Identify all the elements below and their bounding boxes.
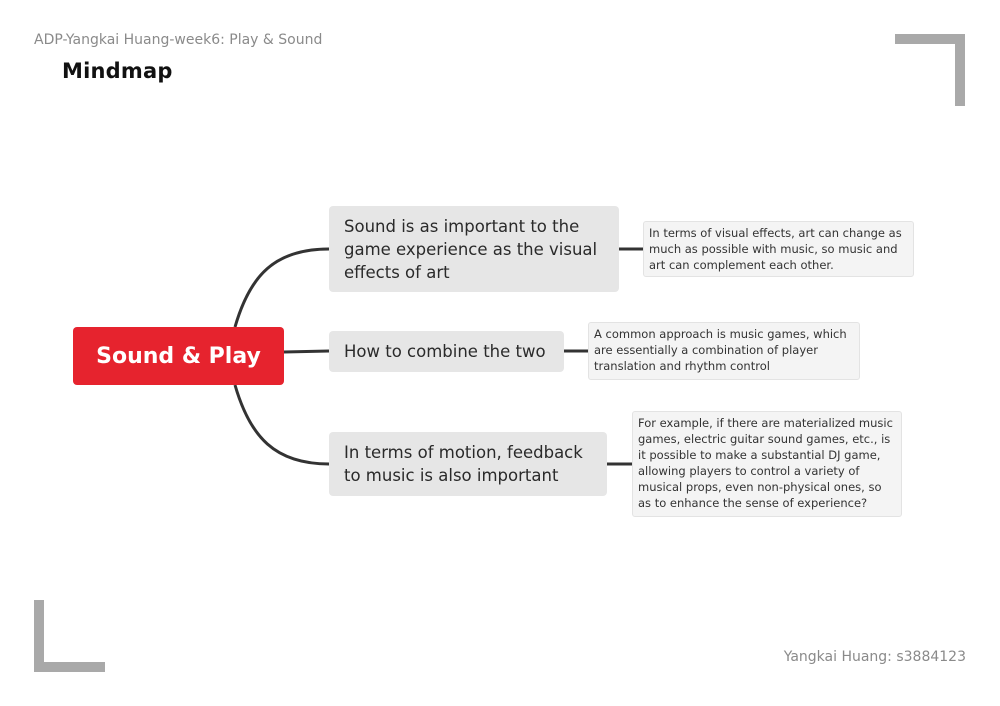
course-title: ADP-Yangkai Huang-week6: Play & Sound	[34, 32, 323, 48]
note-3[interactable]: For example, if there are materialized music games, electric guitar sound games, etc., is it possible to make a substantial DJ game, allowing players to control a variety of musical props, even non-physical ones, so as to enhance the sense of experience?	[632, 411, 902, 517]
connector-central-to-topic-2	[284, 351, 329, 352]
page-title: Mindmap	[62, 59, 173, 83]
topic-1[interactable]: Sound is as important to the game experience as the visual effects of art	[329, 206, 619, 292]
topic-2[interactable]: How to combine the two	[329, 331, 564, 372]
connector-central-to-topic-1	[235, 249, 329, 327]
central-topic[interactable]: Sound & Play	[73, 327, 284, 385]
note-2[interactable]: A common approach is music games, which are essentially a combination of player translation and rhythm control	[588, 322, 860, 380]
connector-central-to-topic-3	[235, 385, 329, 464]
author-footer: Yangkai Huang: s3884123	[783, 649, 966, 665]
note-1[interactable]: In terms of visual effects, art can change as much as possible with music, so music and art can complement each other.	[643, 221, 914, 277]
topic-3[interactable]: In terms of motion, feedback to music is also important	[329, 432, 607, 496]
